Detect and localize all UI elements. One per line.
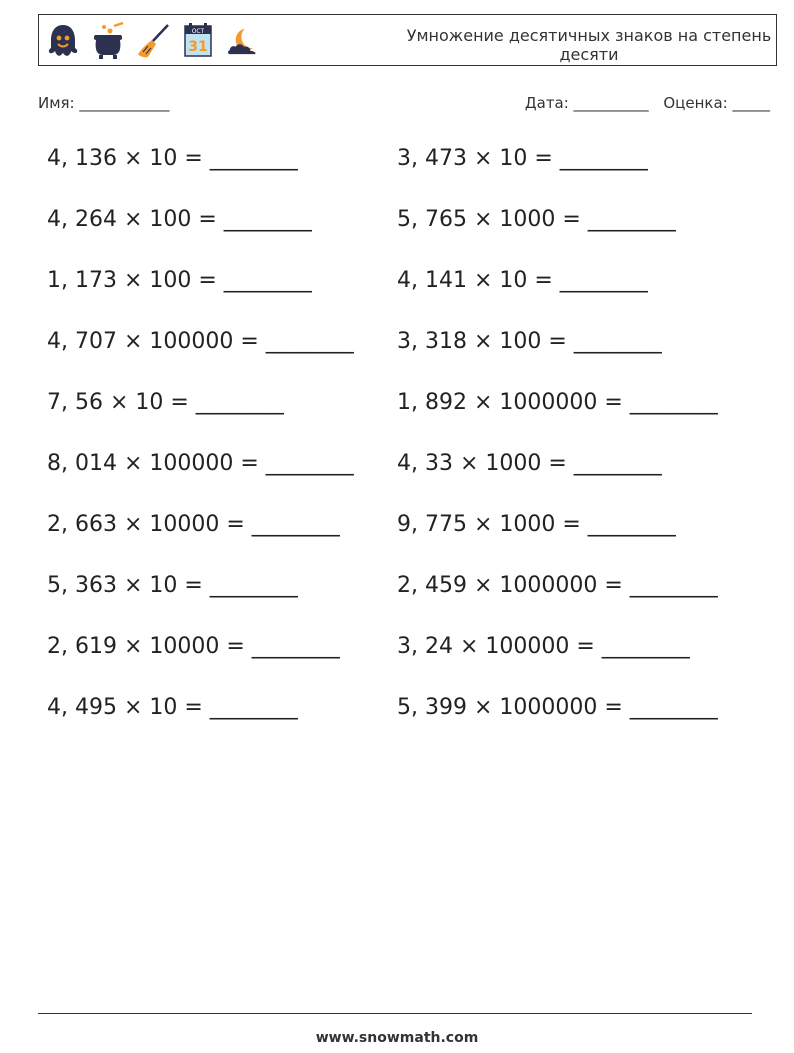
problem-left-1: 4, 136 × 10 = ________ [47,146,298,171]
problem-right-9: 3, 24 × 100000 = ________ [397,634,690,659]
worksheet-title: Умножение десятичных знаков на степень десяти [406,26,772,64]
name-field: Имя: ____________ [38,94,170,112]
problem-left-7: 2, 663 × 10000 = ________ [47,512,340,537]
problem-right-8: 2, 459 × 1000000 = ________ [397,573,718,598]
header-box [38,14,777,66]
problem-right-3: 4, 141 × 10 = ________ [397,268,648,293]
problem-right-10: 5, 399 × 1000000 = ________ [397,695,718,720]
problem-left-8: 5, 363 × 10 = ________ [47,573,298,598]
broom-icon [135,21,171,61]
problem-left-9: 2, 619 × 10000 = ________ [47,634,340,659]
svg-text:31: 31 [188,39,208,55]
problem-right-6: 4, 33 × 1000 = ________ [397,451,662,476]
problem-left-5: 7, 56 × 10 = ________ [47,390,284,415]
footer-url[interactable]: www.snowmath.com [315,1030,479,1046]
problem-left-6: 8, 014 × 100000 = ________ [47,451,354,476]
problem-left-4: 4, 707 × 100000 = ________ [47,329,354,354]
date-grade-fields [525,94,770,112]
calendar-icon [180,21,216,61]
problem-right-2: 5, 765 × 1000 = ________ [397,207,676,232]
svg-text:OCT: OCT [191,28,205,35]
problem-left-10: 4, 495 × 10 = ________ [47,695,298,720]
ghost-icon [45,21,81,61]
problem-left-3: 1, 173 × 100 = ________ [47,268,312,293]
grade-field: Оценка: _____ [663,94,770,112]
cauldron-icon [90,21,126,61]
problem-right-4: 3, 318 × 100 = ________ [397,329,662,354]
problem-left-2: 4, 264 × 100 = ________ [47,207,312,232]
problem-right-7: 9, 775 × 1000 = ________ [397,512,676,537]
moon-icon [225,21,261,61]
problem-right-1: 3, 473 × 10 = ________ [397,146,648,171]
footer-divider [38,1013,752,1014]
icon-strip [45,21,270,61]
problem-right-5: 1, 892 × 1000000 = ________ [397,390,718,415]
date-field: Дата: __________ [524,94,649,112]
